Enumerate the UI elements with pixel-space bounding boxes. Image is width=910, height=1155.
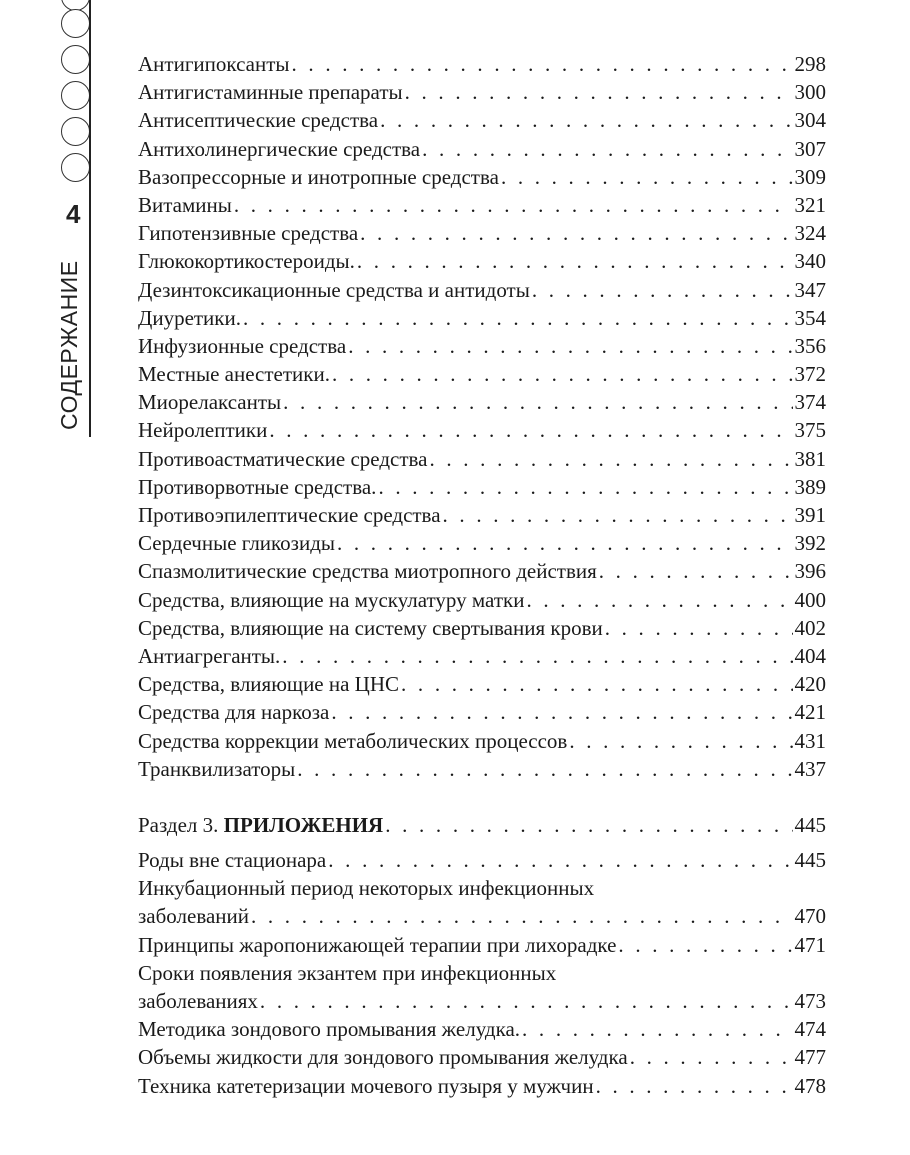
entry-title: Антигипоксанты bbox=[138, 52, 290, 76]
dot-leader bbox=[422, 135, 792, 163]
toc-entry[interactable] bbox=[138, 135, 826, 163]
dot-leader bbox=[569, 727, 792, 755]
entry-page-number: 307 bbox=[794, 136, 826, 161]
toc-entry[interactable] bbox=[138, 902, 826, 930]
entry-title: Средства, влияющие на мускулатуру матки bbox=[138, 587, 525, 612]
entry-title: Миорелаксанты bbox=[138, 390, 282, 415]
dot-leader bbox=[348, 332, 792, 360]
toc-entry[interactable] bbox=[138, 78, 826, 106]
dot-leader bbox=[331, 698, 792, 726]
dot-leader bbox=[251, 902, 793, 930]
entry-page-number: 354 bbox=[794, 305, 826, 330]
toc-entry[interactable] bbox=[138, 445, 826, 473]
toc-entry[interactable] bbox=[138, 557, 826, 585]
toc-entries bbox=[138, 50, 826, 783]
dot-leader bbox=[282, 642, 792, 670]
toc-entry[interactable] bbox=[138, 360, 826, 388]
dot-leader bbox=[526, 586, 792, 614]
entry-title: Методика зондового промывания желудка. bbox=[138, 1017, 521, 1042]
entry-page-number: 396 bbox=[794, 559, 826, 584]
toc-appendix-entries bbox=[138, 846, 826, 1100]
toc-entry[interactable] bbox=[138, 163, 826, 191]
entry-page-number: 421 bbox=[794, 700, 826, 725]
toc-entry[interactable] bbox=[138, 727, 826, 755]
dot-leader bbox=[337, 529, 793, 557]
toc-entry[interactable] bbox=[138, 586, 826, 614]
toc-entry[interactable] bbox=[138, 642, 826, 670]
entry-title: Принципы жаропонижающей терапии при лихорадке bbox=[138, 932, 617, 957]
entry-page-number: 392 bbox=[794, 531, 826, 556]
dot-leader bbox=[357, 247, 793, 275]
toc-entry[interactable] bbox=[138, 529, 826, 557]
dot-leader bbox=[599, 557, 793, 585]
dot-leader bbox=[297, 755, 792, 783]
entry-page-number: 473 bbox=[794, 989, 826, 1013]
entry-title: Витамины bbox=[138, 192, 232, 217]
entry-title: Средства, влияющие на систему свертывания крови bbox=[138, 615, 603, 640]
entry-page-number: 391 bbox=[794, 503, 826, 527]
toc-entry[interactable] bbox=[138, 698, 826, 726]
dot-leader bbox=[532, 276, 793, 304]
dot-leader bbox=[522, 1015, 792, 1043]
toc-entry[interactable] bbox=[138, 614, 826, 642]
toc-entry[interactable] bbox=[138, 987, 826, 1015]
circle-decoration bbox=[61, 9, 90, 38]
dot-leader bbox=[243, 304, 793, 332]
dot-leader bbox=[385, 811, 792, 839]
entry-title: Объемы жидкости для зондового промывания желудка bbox=[138, 1045, 628, 1070]
toc-entry-title-line[interactable] bbox=[138, 874, 826, 902]
toc-entry[interactable] bbox=[138, 219, 826, 247]
toc-entry[interactable] bbox=[138, 332, 826, 360]
toc-entry[interactable] bbox=[138, 755, 826, 783]
entry-page-number: 470 bbox=[794, 904, 826, 929]
toc-entry[interactable] bbox=[138, 1072, 826, 1100]
entry-page-number: 374 bbox=[794, 390, 826, 415]
dot-leader bbox=[501, 163, 793, 191]
dot-leader bbox=[292, 50, 793, 78]
entry-page-number: 471 bbox=[794, 932, 826, 957]
entry-title: заболеваниях bbox=[138, 989, 258, 1013]
toc-entry[interactable] bbox=[138, 473, 826, 501]
entry-page-number: 340 bbox=[794, 249, 826, 274]
dot-leader bbox=[260, 987, 793, 1015]
entry-page-number: 431 bbox=[794, 728, 826, 753]
entry-title: Противоастматические средства bbox=[138, 446, 428, 471]
entry-page-number: 356 bbox=[794, 333, 826, 358]
entry-title: Противоэпилептические средства bbox=[138, 503, 441, 527]
entry-title: заболеваний bbox=[138, 904, 249, 929]
section-page: 445 bbox=[794, 812, 826, 837]
entry-title: Инфузионные средства bbox=[138, 333, 347, 358]
entry-title: Глюкокортикостероиды. bbox=[138, 249, 355, 274]
entry-title: Сердечные гликозиды bbox=[138, 531, 335, 556]
section-prefix: Раздел 3. bbox=[138, 812, 219, 837]
entry-page-number: 404 bbox=[794, 643, 826, 668]
dot-leader bbox=[269, 416, 792, 444]
entry-title: Антисептические средства bbox=[138, 108, 379, 133]
entry-page-number: 402 bbox=[794, 615, 826, 640]
entry-title: Антигистаминные препараты bbox=[138, 80, 403, 105]
dot-leader bbox=[443, 501, 793, 529]
entry-page-number: 304 bbox=[794, 108, 826, 133]
toc-entry[interactable] bbox=[138, 191, 826, 219]
toc-entry[interactable] bbox=[138, 1015, 826, 1043]
entry-page-number: 381 bbox=[794, 446, 826, 471]
dot-leader bbox=[429, 445, 792, 473]
entry-title: Антихолинергические средства bbox=[138, 136, 421, 161]
entry-page-number: 375 bbox=[794, 418, 826, 443]
toc-entry-title-line[interactable] bbox=[138, 959, 826, 987]
dot-leader bbox=[596, 1072, 793, 1100]
section-title-vertical: СОДЕРЖАНИЕ bbox=[56, 260, 82, 430]
toc-entry[interactable] bbox=[138, 106, 826, 134]
entry-title: Вазопрессорные и инотропные средства bbox=[138, 164, 499, 189]
section-title: ПРИЛОЖЕНИЯ bbox=[223, 812, 384, 837]
dot-leader bbox=[380, 106, 792, 134]
table-of-contents bbox=[138, 50, 826, 1100]
toc-entry[interactable] bbox=[138, 931, 826, 959]
dot-leader bbox=[328, 846, 792, 874]
toc-entry[interactable] bbox=[138, 304, 826, 332]
entry-title: Нейролептики bbox=[138, 418, 268, 443]
circle-decoration bbox=[61, 45, 90, 74]
toc-entry[interactable] bbox=[138, 276, 826, 304]
entry-title-line1: Сроки появления экзантем при инфекционных bbox=[138, 960, 557, 985]
entry-page-number: 309 bbox=[794, 164, 826, 189]
toc-entry[interactable] bbox=[138, 247, 826, 275]
dot-leader bbox=[605, 614, 793, 642]
toc-entry[interactable] bbox=[138, 1043, 826, 1071]
entry-page-number: 300 bbox=[794, 80, 826, 105]
entry-title: Средства коррекции метаболических процессов bbox=[138, 728, 568, 753]
sidebar-divider bbox=[89, 0, 91, 437]
entry-page-number: 321 bbox=[794, 192, 826, 217]
dot-leader bbox=[378, 473, 792, 501]
entry-page-number: 298 bbox=[794, 52, 826, 76]
toc-section-heading[interactable] bbox=[138, 811, 826, 839]
dot-leader bbox=[630, 1043, 793, 1071]
entry-page-number: 478 bbox=[794, 1073, 826, 1098]
entry-title: Гипотензивные средства bbox=[138, 221, 359, 246]
entry-page-number: 420 bbox=[794, 672, 826, 697]
entry-page-number: 347 bbox=[794, 277, 826, 302]
entry-title: Средства для наркоза bbox=[138, 700, 330, 725]
entry-title: Дезинтоксикационные средства и антидоты bbox=[138, 277, 530, 302]
entry-title: Противорвотные средства. bbox=[138, 474, 377, 499]
dot-leader bbox=[401, 670, 792, 698]
entry-page-number: 437 bbox=[794, 756, 826, 781]
entry-page-number: 474 bbox=[794, 1017, 826, 1042]
entry-title: Диуретики. bbox=[138, 305, 241, 330]
toc-entry[interactable] bbox=[138, 388, 826, 416]
toc-entry[interactable] bbox=[138, 50, 826, 78]
entry-page-number: 477 bbox=[794, 1045, 826, 1070]
circle-decoration bbox=[61, 117, 90, 146]
entry-page-number: 400 bbox=[794, 587, 826, 612]
entry-title: Антиагреганты. bbox=[138, 643, 281, 668]
dot-leader bbox=[360, 219, 792, 247]
entry-title: Спазмолитические средства миотропного действия bbox=[138, 559, 597, 584]
entry-page-number: 389 bbox=[794, 474, 826, 499]
entry-title: Местные анестетики. bbox=[138, 362, 330, 387]
entry-title: Средства, влияющие на ЦНС bbox=[138, 672, 400, 697]
entry-page-number: 372 bbox=[794, 362, 826, 387]
toc-entry[interactable] bbox=[138, 501, 826, 529]
entry-title: Роды вне стационара bbox=[138, 848, 327, 873]
entry-page-number: 324 bbox=[794, 221, 826, 246]
toc-entry[interactable] bbox=[138, 670, 826, 698]
entry-page-number: 445 bbox=[794, 848, 826, 873]
entry-title: Техника катетеризации мочевого пузыря у мужчин bbox=[138, 1073, 594, 1098]
toc-entry[interactable] bbox=[138, 846, 826, 874]
circle-decoration bbox=[61, 153, 90, 182]
entry-title: Транквилизаторы bbox=[138, 756, 296, 781]
circle-decoration bbox=[61, 81, 90, 110]
toc-entry[interactable] bbox=[138, 416, 826, 444]
dot-leader bbox=[405, 78, 793, 106]
entry-title-line1: Инкубационный период некоторых инфекционных bbox=[138, 876, 595, 901]
dot-leader bbox=[283, 388, 792, 416]
dot-leader bbox=[332, 360, 793, 388]
dot-leader bbox=[234, 191, 793, 219]
sidebar bbox=[0, 0, 100, 450]
page-number: 4 bbox=[66, 199, 81, 229]
dot-leader bbox=[618, 931, 792, 959]
